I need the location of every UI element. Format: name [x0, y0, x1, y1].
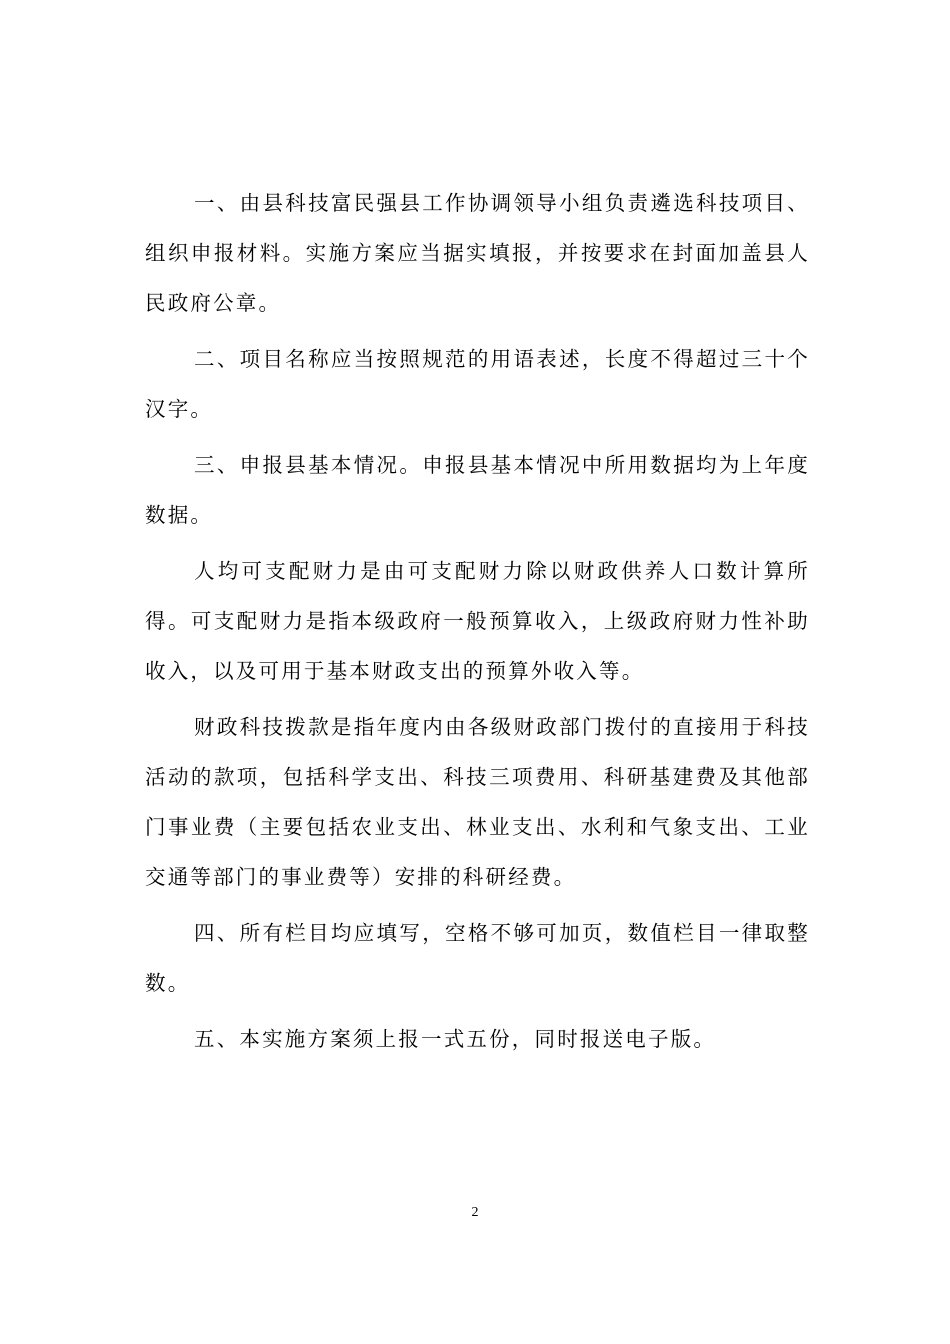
paragraph-item-4: 四、所有栏目均应填写，空格不够可加页，数值栏目一律取整数。	[145, 921, 810, 995]
paragraph-disposable-financial-capacity: 人均可支配财力是由可支配财力除以财政供养人口数计算所得。可支配财力是指本级政府一般预算收入，上级政府财力性补助收入，以及可用于基本财政支出的预算外收入等。	[145, 559, 810, 683]
page-number: 2	[471, 1205, 479, 1220]
paragraph-item-3: 三、申报县基本情况。申报县基本情况中所用数据均为上年度数据。	[145, 453, 810, 527]
paragraph-item-2: 二、项目名称应当按照规范的用语表述，长度不得超过三十个汉字。	[145, 347, 810, 421]
paragraph-item-5: 五、本实施方案须上报一式五份，同时报送电子版。	[194, 1027, 717, 1051]
document-body	[145, 178, 810, 1070]
paragraph-science-funding: 财政科技拨款是指年度内由各级财政部门拨付的直接用于科技活动的款项，包括科学支出、科技三项费用、科研基建费及其他部门事业费（主要包括农业支出、林业支出、水利和气象支出、工业交通等部门的事业费等）安排的科研经费。	[145, 715, 810, 889]
paragraph-item-1: 一、由县科技富民强县工作协调领导小组负责遴选科技项目、组织申报材料。实施方案应当据实填报，并按要求在封面加盖县人民政府公章。	[145, 191, 810, 315]
